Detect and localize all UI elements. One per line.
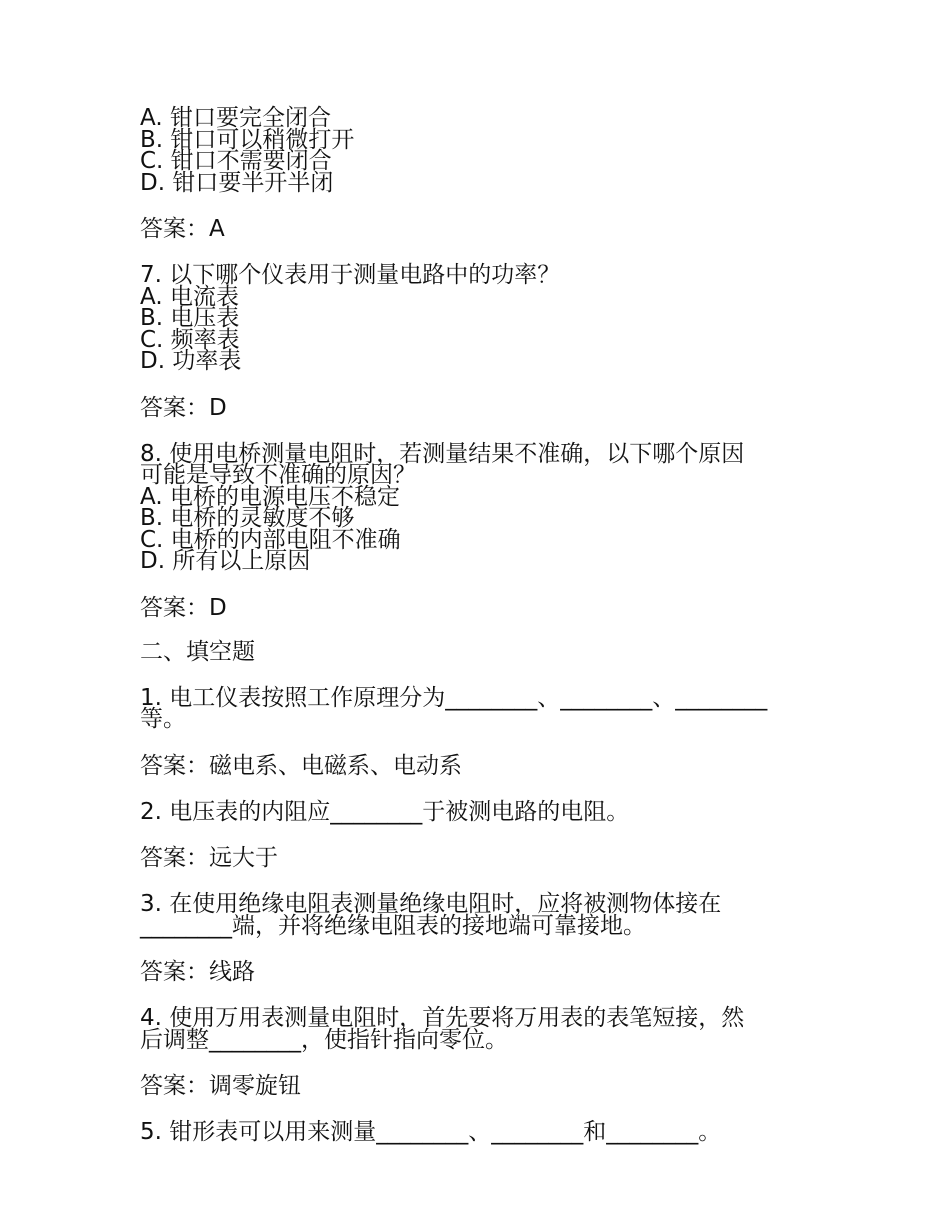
- question-stem: 3. 在使用绝缘电阻表测量绝缘电阻时，应将被测物体接在: [140, 891, 722, 917]
- document-content: [140, 105, 800, 1145]
- option-c: C. 频率表: [140, 326, 240, 353]
- question-8: [140, 440, 800, 574]
- question-stem-cont: ________端，并将绝缘电阻表的接地端可靠接地。: [140, 912, 646, 939]
- fill-question-4: [140, 1005, 800, 1053]
- question-stem-cont: 可能是导致不准确的原因？: [140, 462, 416, 488]
- answer: 答案：D: [140, 594, 227, 621]
- option-b: B. 电压表: [140, 305, 240, 331]
- option-c: C. 钳口不需要闭合: [140, 148, 332, 174]
- question-stem-cont: 后调整________，使指针指向零位。: [140, 1026, 508, 1053]
- question-stem-cont: 等。: [140, 706, 186, 732]
- answer: 答案：A: [140, 216, 225, 242]
- option-d: D. 钳口要半开半闭: [140, 169, 334, 196]
- options-block: [140, 105, 800, 196]
- question-stem: 5. 钳形表可以用来测量________、________和________。: [140, 1119, 722, 1145]
- answer: 答案：磁电系、电磁系、电动系: [140, 752, 462, 779]
- fill-question-3: [140, 891, 800, 939]
- answer: 答案：线路: [140, 959, 255, 985]
- answer: 答案：D: [140, 394, 227, 421]
- question-7: [140, 262, 800, 374]
- question-stem: 4. 使用万用表测量电阻时，首先要将万用表的表笔短接，然: [140, 1005, 745, 1031]
- answer: 答案：调零旋钮: [140, 1073, 301, 1099]
- answer: 答案：远大于: [140, 845, 278, 871]
- option-a: A. 电流表: [140, 283, 239, 310]
- question-stem: 8. 使用电桥测量电阻时，若测量结果不准确，以下哪个原因: [140, 440, 745, 467]
- option-b: B. 钳口可以稍微打开: [140, 126, 355, 153]
- option-a: A. 钳口要完全闭合: [140, 105, 331, 131]
- option-d: D. 功率表: [140, 348, 242, 374]
- option-d: D. 所有以上原因: [140, 548, 311, 574]
- option-c: C. 电桥的内部电阻不准确: [140, 526, 401, 553]
- option-b: B. 电桥的灵敏度不够: [140, 505, 355, 531]
- fill-question-1: [140, 684, 800, 732]
- question-stem: 1. 电工仪表按照工作原理分为________、________、________: [140, 684, 768, 711]
- fill-question-2: [140, 798, 800, 825]
- fill-question-5: [140, 1119, 800, 1145]
- question-stem: 2. 电压表的内阻应________于被测电路的电阻。: [140, 798, 630, 825]
- option-a: A. 电桥的电源电压不稳定: [140, 483, 400, 510]
- section-heading: 二、填空题: [140, 638, 255, 665]
- question-stem: 7. 以下哪个仪表用于测量电路中的功率？: [140, 262, 561, 288]
